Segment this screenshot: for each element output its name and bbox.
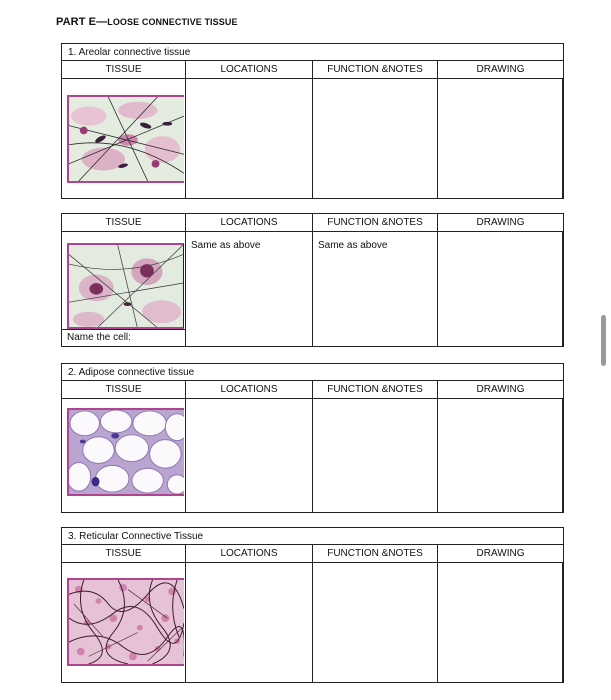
function-value: Same as above	[318, 240, 388, 251]
header-tissue: TISSUE	[62, 381, 186, 398]
reticular-caption: 3. Reticular Connective Tissue	[62, 528, 563, 545]
cell-table	[61, 213, 564, 347]
drawing-cell[interactable]	[438, 232, 563, 346]
function-notes-cell[interactable]	[313, 79, 438, 198]
name-the-cell-label: Name the cell:	[62, 329, 186, 346]
header-drawing: DRAWING	[476, 217, 525, 228]
locations-cell[interactable]	[186, 232, 313, 346]
header-function-notes: FUNCTION &NOTES	[313, 545, 438, 562]
areolar-table	[61, 43, 564, 199]
drawing-cell[interactable]	[438, 563, 563, 682]
drawing-cell[interactable]	[438, 399, 563, 512]
drawing-cell[interactable]	[438, 79, 563, 198]
table-body	[62, 79, 563, 198]
table-body	[62, 563, 563, 682]
adipose-table	[61, 363, 564, 513]
scrollbar-thumb[interactable]	[601, 315, 606, 366]
header-tissue: TISSUE	[62, 545, 186, 562]
header-tissue: TISSUE	[62, 214, 186, 231]
reticular-micrograph-icon	[67, 578, 184, 666]
adipose-micrograph-icon	[67, 408, 184, 496]
adipose-caption: 2. Adipose connective tissue	[62, 364, 563, 381]
part-title: PART E—LOOSE CONNECTIVE TISSUE	[56, 16, 238, 28]
function-notes-cell[interactable]	[313, 563, 438, 682]
locations-cell[interactable]	[186, 79, 313, 198]
table-body	[62, 399, 563, 512]
areolar-micrograph-icon	[67, 95, 184, 183]
function-notes-cell[interactable]	[313, 399, 438, 512]
areolar-caption: 1. Areolar connective tissue	[62, 44, 563, 61]
locations-cell[interactable]	[186, 399, 313, 512]
table-header	[62, 61, 563, 79]
table-header	[62, 545, 563, 563]
table-header	[62, 381, 563, 399]
header-function-notes: FUNCTION &NOTES	[313, 61, 438, 78]
function-notes-cell[interactable]	[313, 232, 438, 346]
table-body	[62, 232, 563, 346]
header-locations: LOCATIONS	[186, 61, 313, 78]
locations-value: Same as above	[191, 240, 261, 251]
header-function-notes: FUNCTION &NOTES	[313, 214, 438, 231]
header-locations: LOCATIONS	[186, 381, 313, 398]
reticular-table	[61, 527, 564, 683]
header-tissue: TISSUE	[62, 61, 186, 78]
header-drawing: DRAWING	[476, 64, 525, 75]
locations-cell[interactable]	[186, 563, 313, 682]
table-header	[62, 214, 563, 232]
fibroblast-micrograph-icon	[67, 243, 184, 329]
header-locations: LOCATIONS	[186, 545, 313, 562]
header-function-notes: FUNCTION &NOTES	[313, 381, 438, 398]
header-locations: LOCATIONS	[186, 214, 313, 231]
header-drawing: DRAWING	[476, 548, 525, 559]
header-drawing: DRAWING	[476, 384, 525, 395]
